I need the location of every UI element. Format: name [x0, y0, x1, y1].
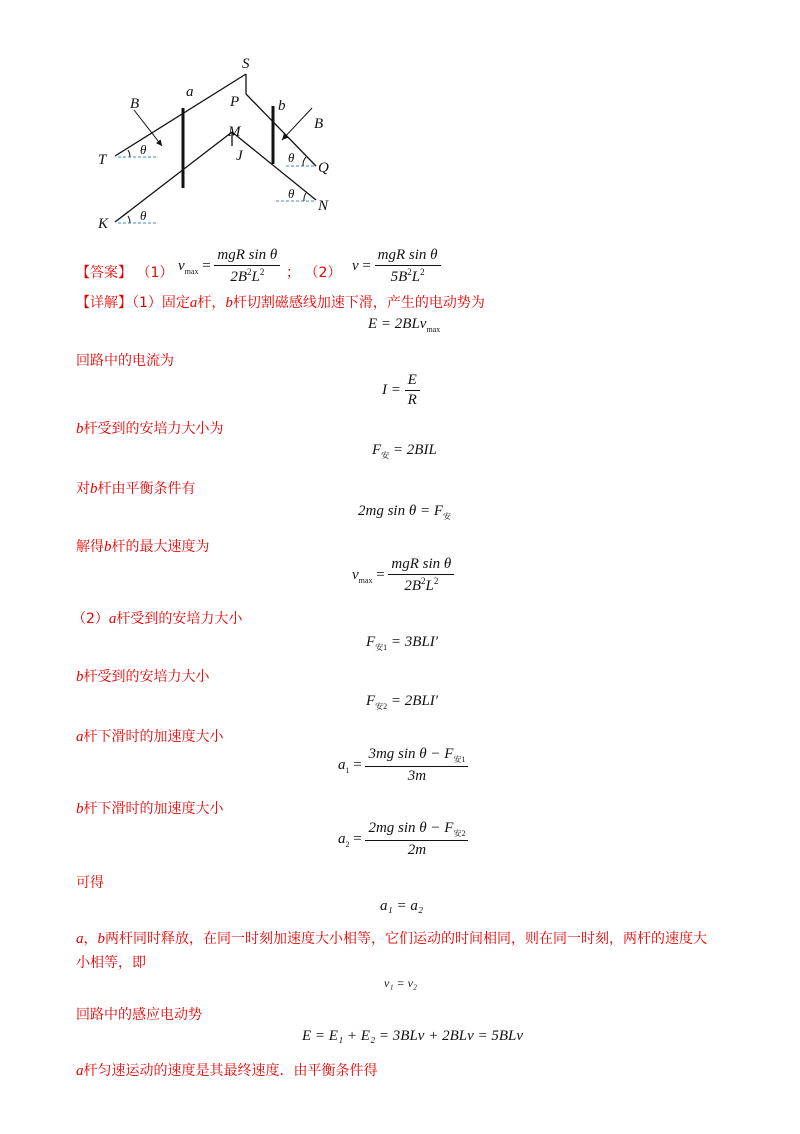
detail-line-14: a杆匀速运动的速度是其最终速度．由平衡条件得 — [76, 1063, 378, 1079]
label-J: J — [236, 148, 243, 164]
detail-line-4: 对b杆由平衡条件有 — [76, 481, 196, 497]
detail-line-7: b杆受到的安培力大小 — [76, 669, 210, 685]
answer-line — [76, 262, 173, 282]
label-theta-T: θ — [140, 142, 147, 157]
detail-line-6: （2）a杆受到的安培力大小 — [72, 611, 243, 627]
label-theta-K: θ — [140, 208, 147, 223]
label-M: M — [228, 124, 241, 140]
detail-line-10: 可得 — [76, 875, 104, 891]
eq-ampere-force: $F_安 = 2BIL$ — [372, 442, 437, 460]
label-B-right: B — [314, 116, 324, 132]
label-T: T — [98, 152, 107, 168]
answer-eq1: $v_{max}$ = $\frac{\text{mgR sin θ}}{2B^2L^2}$ — [178, 247, 280, 286]
field-arrow-left — [134, 110, 162, 146]
angle-arc-K — [128, 216, 130, 223]
eq-accel-b: $a_2$ = $\frac{2mg \sin \theta - F_{安2}}{2m}$ — [338, 820, 468, 859]
eq-vmax: $v_{max}$ = $\frac{\text{mgR sin θ}}{2B^2L^2}$ — [352, 556, 454, 595]
detail-line-5: 解得b杆的最大速度为 — [76, 539, 210, 555]
detail-line-12: 小相等，即 — [76, 955, 146, 971]
label-K: K — [98, 216, 109, 230]
answer-eq2: v = $\frac{\text{mgR sin θ}}{5B^2L^2}$ — [352, 247, 441, 286]
field-arrow-right — [282, 108, 312, 140]
eq-balance: 2mg $\sin \theta = F_安$ — [358, 503, 451, 521]
answer-tag: 【答案】 — [76, 265, 132, 281]
answer-part1: （1） — [136, 265, 174, 281]
eq-force-a: $F_{安1} = 3BLI'$ — [366, 634, 439, 652]
label-B-left: B — [130, 96, 140, 112]
eq-total-emf: E = E₁ + E₂ = 3BLv + 2BLv = 5BLv — [302, 1028, 524, 1044]
angle-arc-T — [128, 150, 130, 157]
answer-sep: ； （2） — [286, 265, 342, 281]
detail-line-2: 回路中的电流为 — [76, 353, 174, 369]
eq-accel-equal: a₁ = a₂ — [380, 898, 424, 914]
label-S: S — [242, 56, 250, 72]
eq-current: I = $\frac{E}{R}$ — [382, 372, 420, 409]
eq-accel-a: $a_1$ = $\frac{3mg \sin \theta - F_{安1}}{3m}$ — [338, 746, 468, 785]
label-P: P — [230, 94, 240, 110]
label-theta-N: θ — [288, 186, 295, 201]
eq-speed-equal: v₁ = v₂ — [384, 976, 418, 990]
rails-diagram — [90, 50, 350, 230]
detail-line-3: b杆受到的安培力大小为 — [76, 421, 224, 437]
angle-arc-N — [304, 193, 306, 201]
detail-line-13: 回路中的感应电动势 — [76, 1007, 202, 1023]
label-Q: Q — [318, 160, 329, 176]
detail-line-9: b杆下滑时的加速度大小 — [76, 801, 224, 817]
rail-TS — [115, 74, 246, 156]
detail-line-11: a，b两杆同时释放，在同一时刻加速度大小相等，它们运动的时间相同，则在同一时刻，两杆的速度大 — [76, 931, 707, 947]
eq-emf: E = 2BLv$_{max}$ — [368, 316, 441, 334]
label-N: N — [318, 198, 329, 214]
eq-force-b: $F_{安2} = 2BLI'$ — [366, 693, 439, 711]
detail-line-1: 【详解】（1）固定a杆，b杆切割磁感线加速下滑，产生的电动势为 — [76, 295, 485, 311]
angle-arc-Q — [303, 157, 306, 166]
detail-line-8: a杆下滑时的加速度大小 — [76, 729, 224, 745]
label-b: b — [278, 98, 286, 114]
label-theta-Q: θ — [288, 150, 295, 165]
label-a: a — [186, 84, 194, 100]
